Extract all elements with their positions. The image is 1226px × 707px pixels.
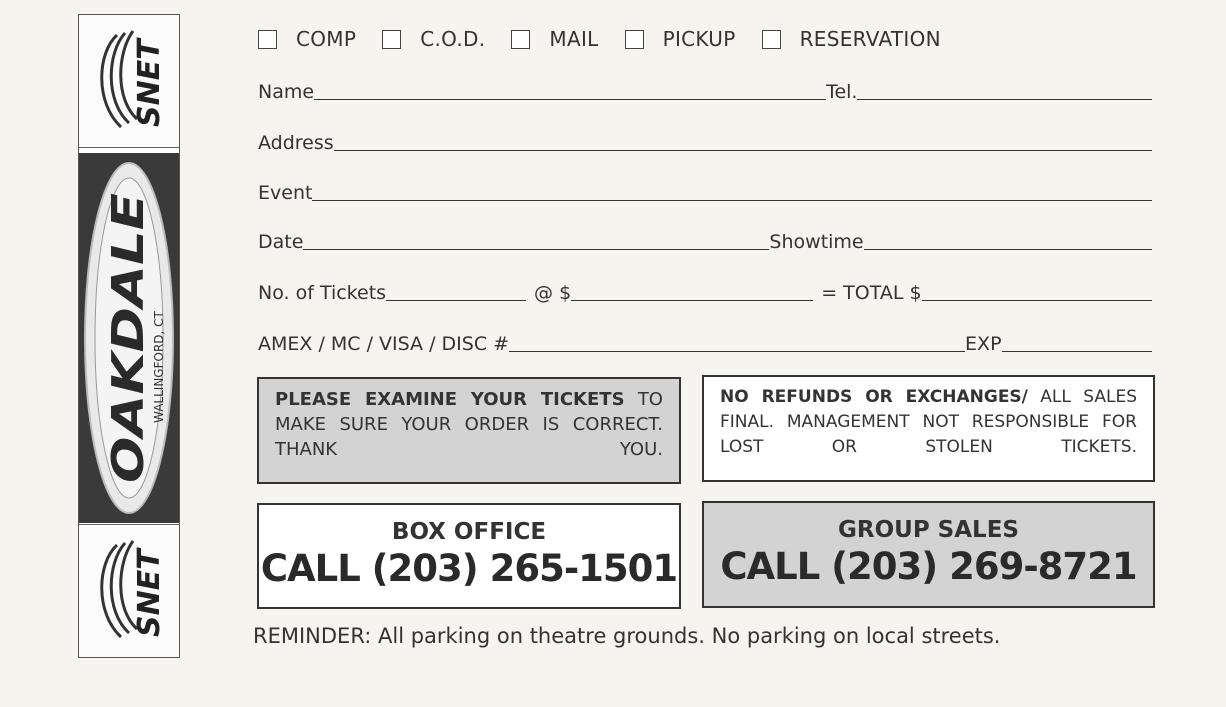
address-row bbox=[258, 125, 1152, 155]
date-field[interactable] bbox=[303, 227, 769, 250]
box-office-box bbox=[257, 503, 681, 609]
svg-text:OAKDALE: OAKDALE bbox=[103, 248, 154, 483]
event-field[interactable] bbox=[312, 178, 1152, 201]
tel-label: Tel. bbox=[826, 81, 858, 103]
name-row bbox=[258, 74, 1152, 104]
event-row bbox=[258, 175, 1152, 205]
name-field[interactable] bbox=[314, 77, 826, 100]
checkbox[interactable] bbox=[625, 30, 644, 49]
group-sales-phone[interactable]: CALL (203) 269-8721 bbox=[720, 545, 1137, 588]
snet-top-panel bbox=[79, 15, 179, 148]
tickets-label: No. of Tickets bbox=[258, 282, 387, 304]
box-office-title: BOX OFFICE bbox=[391, 519, 547, 545]
examine-heading: PLEASE EXAMINE YOUR TICKETS bbox=[275, 389, 625, 410]
tickets-row bbox=[258, 275, 1152, 305]
order-type-label: PICKUP bbox=[662, 27, 736, 51]
oakdale-panel bbox=[79, 153, 179, 523]
checkbox[interactable] bbox=[258, 30, 277, 49]
address-label: Address bbox=[258, 132, 334, 154]
sidebar-strip bbox=[78, 14, 180, 658]
group-sales-box bbox=[702, 501, 1155, 608]
price-field[interactable] bbox=[571, 278, 813, 301]
date-label: Date bbox=[258, 231, 304, 253]
price-label: @ $ bbox=[534, 282, 572, 304]
checkbox[interactable] bbox=[511, 30, 530, 49]
exp-label: EXP bbox=[965, 333, 1002, 355]
refund-text: ALL SALES FINAL. MANAGEMENT NOT RESPONSIBLE FOR LOST OR STOLEN TICKETS. bbox=[720, 387, 1138, 457]
exp-field[interactable] bbox=[1002, 329, 1152, 352]
oakdale-logo bbox=[79, 153, 179, 523]
snet-logo-bottom bbox=[87, 533, 171, 649]
refund-heading: NO REFUNDS OR EXCHANGES/ bbox=[720, 387, 1028, 407]
svg-text:SNET: SNET bbox=[132, 549, 167, 637]
showtime-label: Showtime bbox=[769, 231, 864, 253]
no-refunds-notice bbox=[702, 375, 1155, 482]
total-label: = TOTAL $ bbox=[821, 282, 922, 304]
order-type-label: COMP bbox=[296, 27, 357, 51]
event-label: Event bbox=[258, 182, 313, 204]
order-type-label: C.O.D. bbox=[420, 27, 486, 51]
tickets-field[interactable] bbox=[386, 278, 526, 301]
order-type-pickup[interactable] bbox=[625, 27, 736, 51]
card-label: AMEX / MC / VISA / DISC # bbox=[258, 333, 510, 355]
address-field[interactable] bbox=[334, 128, 1152, 151]
parking-reminder: REMINDER: All parking on theatre grounds. No parking on local streets. bbox=[253, 624, 1001, 648]
order-type-row bbox=[258, 26, 967, 52]
order-type-cod[interactable] bbox=[382, 27, 485, 51]
svg-text:WALLINGFORD, CT: WALLINGFORD, CT bbox=[152, 311, 166, 423]
checkbox[interactable] bbox=[382, 30, 401, 49]
card-number-field[interactable] bbox=[509, 329, 965, 352]
tel-field[interactable] bbox=[857, 77, 1152, 100]
group-sales-title: GROUP SALES bbox=[838, 517, 1019, 543]
examine-tickets-notice bbox=[257, 377, 681, 484]
snet-bottom-panel bbox=[79, 524, 179, 657]
total-field[interactable] bbox=[922, 278, 1152, 301]
order-type-comp[interactable] bbox=[258, 27, 356, 51]
date-row bbox=[258, 224, 1152, 254]
order-type-reservation[interactable] bbox=[762, 27, 941, 51]
name-label: Name bbox=[258, 81, 315, 103]
examine-text: TO MAKE SURE YOUR ORDER IS CORRECT. THANK YOU. bbox=[275, 389, 663, 460]
order-type-label: MAIL bbox=[549, 27, 599, 51]
order-type-label: RESERVATION bbox=[799, 27, 941, 51]
card-row bbox=[258, 326, 1152, 356]
checkbox[interactable] bbox=[762, 30, 781, 49]
box-office-phone[interactable]: CALL (203) 265-1501 bbox=[260, 547, 678, 590]
snet-logo-top bbox=[87, 23, 171, 139]
order-type-mail[interactable] bbox=[511, 27, 598, 51]
svg-text:SNET: SNET bbox=[132, 39, 167, 127]
showtime-field[interactable] bbox=[864, 227, 1152, 250]
